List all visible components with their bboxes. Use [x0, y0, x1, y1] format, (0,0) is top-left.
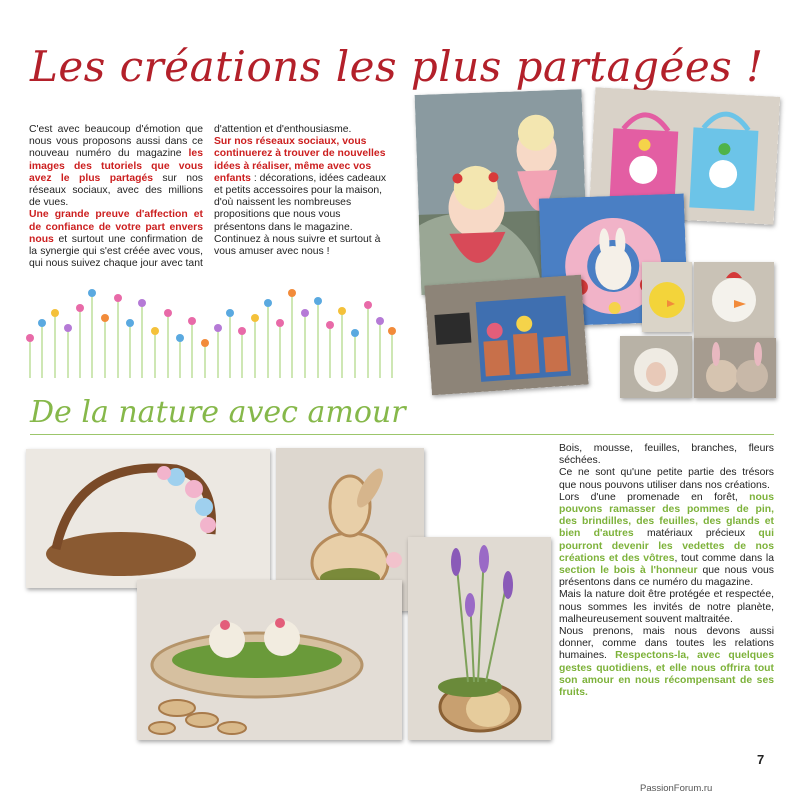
photo-pompom-hen: [694, 262, 774, 338]
photo-moss-sheep: [137, 580, 402, 740]
section-divider: [30, 434, 774, 435]
nature-highlight: section le bois à l'honneur: [559, 565, 698, 577]
intro-highlight: Sur nos réseaux sociaux, vous continuerez à trouver de nouvelles idées à réaliser, même avec vos enfants: [214, 136, 386, 184]
intro-text: Continuez à nous suivre et surtout à vous amuser avec nous !: [214, 233, 381, 258]
photo-flower-pots: [424, 275, 588, 396]
nature-paragraph: Ce ne sont qu'une petite partie des trésors que nous pouvons utiliser dans nos créations.: [559, 467, 774, 491]
intro-text: d'attention et d'enthousiasme.: [214, 124, 352, 135]
photo-yellow-chick: [642, 262, 692, 332]
photo-pompom-bunnies: [694, 338, 776, 398]
section-title: De la nature avec amour: [30, 395, 406, 430]
intro-column-2: [214, 124, 394, 258]
photo-lavender-log: [408, 537, 551, 740]
nature-highlight: Respectons-la, avec quelques gestes quotidiens, et elle nous offrira tout son amour en nous récompensant de ses fruits.: [559, 650, 774, 699]
nature-text-column: [559, 443, 774, 699]
nature-text: matériaux précieux: [633, 528, 759, 540]
intro-highlight: Une grande preuve d'affection et de confiance de votre part envers nous: [29, 209, 203, 245]
nature-paragraph: Bois, mousse, feuilles, branches, fleurs séchées.: [559, 443, 774, 467]
page-number: 7: [757, 752, 765, 767]
photo-twig-basket: [26, 449, 270, 588]
nature-text: que nous vous présentons dans ce numéro du magazine.: [559, 565, 774, 589]
watermark: PassionForum.ru: [640, 783, 713, 794]
nature-highlight: qui pourront devenir les vedettes de nos créations et des vôtres: [559, 528, 774, 564]
intro-text: : décorations, idées cadeaux et petits accessoires pour la maison, d'où naissent les nombreuses propositions que nous vous présentons dans le magazine.: [214, 172, 387, 233]
nature-highlight: nous pouvons ramasser des pommes de pin, des brindilles, des feuilles, des glands et bien d'autres: [559, 491, 774, 540]
intro-column-1: [29, 124, 203, 270]
nature-paragraph: Mais la nature doit être protégée et respectée, nous sommes les invités de notre planète, malheureusement souvent maltraitée.: [559, 589, 774, 625]
nature-text: , tout comme dans la: [674, 552, 774, 564]
nature-text: Lors d'une promenade en forêt,: [559, 491, 750, 503]
intro-highlight: les images des tutoriels que vous avez le plus partagés: [29, 148, 203, 184]
intro-text: C'est avec beaucoup d'émotion que nous vous proposons aussi dans ce nouveau numéro du magazine: [29, 124, 203, 160]
intro-text: sur nos réseaux sociaux, avec des millions de vues.: [29, 172, 203, 209]
page-title: Les créations les plus partagées !: [30, 42, 764, 91]
flower-border-decoration: [20, 283, 420, 383]
photo-pompom-sheep: [620, 336, 692, 398]
nature-paragraph: Nous prenons, mais nous devons aussi donner, comme dans toutes les relations humaines.: [559, 626, 774, 662]
intro-text: et surtout une confirmation de la synergie qui s'est créée avec vous, qui nous suivez chaque jour avec tant: [29, 233, 203, 270]
